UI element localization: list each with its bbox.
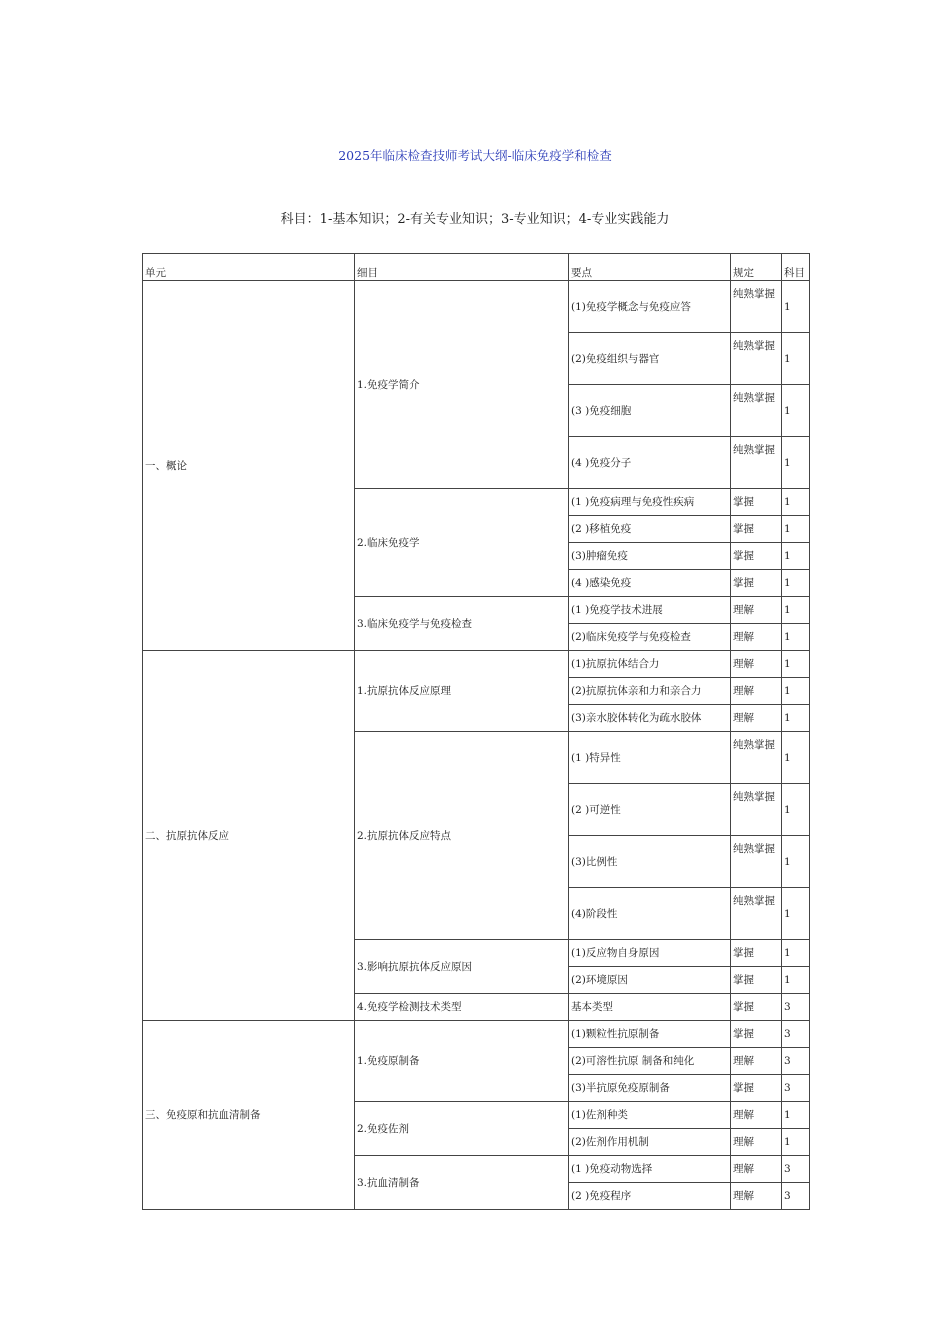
requirement-cell: 纯熟掌握 bbox=[731, 385, 782, 437]
subject-cell: 1 bbox=[782, 570, 810, 597]
requirement-cell: 掌握 bbox=[731, 1075, 782, 1102]
header-section: 细目 bbox=[355, 254, 569, 281]
requirement-cell: 掌握 bbox=[731, 1021, 782, 1048]
subject-cell: 3 bbox=[782, 1156, 810, 1183]
requirement-cell: 理解 bbox=[731, 597, 782, 624]
requirement-cell: 理解 bbox=[731, 1183, 782, 1210]
requirement-cell: 掌握 bbox=[731, 543, 782, 570]
requirement-cell: 纯熟掌握 bbox=[731, 732, 782, 784]
point-cell: (3)比例性 bbox=[569, 836, 731, 888]
subject-cell: 3 bbox=[782, 1183, 810, 1210]
requirement-cell: 纯熟掌握 bbox=[731, 784, 782, 836]
subject-cell: 3 bbox=[782, 1021, 810, 1048]
table-row bbox=[143, 281, 810, 333]
unit-cell: 一、概论 bbox=[143, 281, 355, 651]
subject-cell: 1 bbox=[782, 1102, 810, 1129]
subject-cell: 1 bbox=[782, 516, 810, 543]
subject-cell: 1 bbox=[782, 597, 810, 624]
table-row bbox=[143, 651, 810, 678]
subject-legend: 科目：1-基本知识；2-有关专业知识；3-专业知识；4-专业实践能力 bbox=[280, 212, 670, 227]
requirement-cell: 理解 bbox=[731, 624, 782, 651]
subject-cell: 3 bbox=[782, 994, 810, 1021]
requirement-cell: 纯熟掌握 bbox=[731, 888, 782, 940]
subject-cell: 1 bbox=[782, 651, 810, 678]
point-cell: (2)抗原抗体亲和力和亲合力 bbox=[569, 678, 731, 705]
section-cell: 3.临床免疫学与免疫检查 bbox=[355, 597, 569, 651]
section-cell: 2.临床免疫学 bbox=[355, 489, 569, 597]
point-cell: (3)亲水胶体转化为疏水胶体 bbox=[569, 705, 731, 732]
requirement-cell: 掌握 bbox=[731, 940, 782, 967]
requirement-cell: 理解 bbox=[731, 678, 782, 705]
requirement-cell: 纯熟掌握 bbox=[731, 437, 782, 489]
requirement-cell: 掌握 bbox=[731, 570, 782, 597]
syllabus-table bbox=[142, 253, 810, 1210]
section-cell: 2.免疫佐剂 bbox=[355, 1102, 569, 1156]
requirement-cell: 理解 bbox=[731, 1102, 782, 1129]
point-cell: (3 )免疫细胞 bbox=[569, 385, 731, 437]
point-cell: (2 )免疫程序 bbox=[569, 1183, 731, 1210]
unit-cell: 三、免疫原和抗血清制备 bbox=[143, 1021, 355, 1210]
subject-cell: 1 bbox=[782, 705, 810, 732]
subject-cell: 1 bbox=[782, 1129, 810, 1156]
point-cell: (1)颗粒性抗原制备 bbox=[569, 1021, 731, 1048]
requirement-cell: 理解 bbox=[731, 1129, 782, 1156]
subject-cell: 1 bbox=[782, 732, 810, 784]
requirement-cell: 纯熟掌握 bbox=[731, 836, 782, 888]
subject-cell: 3 bbox=[782, 1048, 810, 1075]
section-cell: 1.免疫学简介 bbox=[355, 281, 569, 489]
point-cell: (4 )免疫分子 bbox=[569, 437, 731, 489]
point-cell: (2)免疫组织与器官 bbox=[569, 333, 731, 385]
subject-cell: 1 bbox=[782, 543, 810, 570]
section-cell: 2.抗原抗体反应特点 bbox=[355, 732, 569, 940]
subject-cell: 1 bbox=[782, 784, 810, 836]
table-row bbox=[143, 1021, 810, 1048]
header-requirement: 规定 bbox=[731, 254, 782, 281]
point-cell: (2)环境原因 bbox=[569, 967, 731, 994]
point-cell: (2)可溶性抗原 制备和纯化 bbox=[569, 1048, 731, 1075]
requirement-cell: 理解 bbox=[731, 651, 782, 678]
subject-cell: 1 bbox=[782, 489, 810, 516]
section-cell: 3.抗血清制备 bbox=[355, 1156, 569, 1210]
requirement-cell: 纯熟掌握 bbox=[731, 281, 782, 333]
point-cell: (1 )免疫病理与免疫性疾病 bbox=[569, 489, 731, 516]
subject-cell: 1 bbox=[782, 437, 810, 489]
requirement-cell: 掌握 bbox=[731, 516, 782, 543]
table-header-row bbox=[143, 254, 810, 281]
subject-cell: 1 bbox=[782, 967, 810, 994]
header-point: 要点 bbox=[569, 254, 731, 281]
section-cell: 1.抗原抗体反应原理 bbox=[355, 651, 569, 732]
point-cell: (4 )感染免疫 bbox=[569, 570, 731, 597]
requirement-cell: 理解 bbox=[731, 1156, 782, 1183]
requirement-cell: 掌握 bbox=[731, 967, 782, 994]
section-cell: 1.免疫原制备 bbox=[355, 1021, 569, 1102]
subject-cell: 1 bbox=[782, 281, 810, 333]
point-cell: (1)抗原抗体结合力 bbox=[569, 651, 731, 678]
point-cell: (1 )特异性 bbox=[569, 732, 731, 784]
point-cell: (1)反应物自身原因 bbox=[569, 940, 731, 967]
header-subject: 科目 bbox=[782, 254, 810, 281]
subject-cell: 1 bbox=[782, 333, 810, 385]
requirement-cell: 理解 bbox=[731, 705, 782, 732]
document-title: 2025年临床检查技师考试大纲-临床免疫学和检查 bbox=[338, 148, 612, 163]
subject-cell: 1 bbox=[782, 888, 810, 940]
subject-cell: 1 bbox=[782, 678, 810, 705]
point-cell: (1 )免疫学技术进展 bbox=[569, 597, 731, 624]
point-cell: (2)佐剂作用机制 bbox=[569, 1129, 731, 1156]
requirement-cell: 纯熟掌握 bbox=[731, 333, 782, 385]
section-cell: 4.免疫学检测技术类型 bbox=[355, 994, 569, 1021]
header-unit: 单元 bbox=[143, 254, 355, 281]
subject-cell: 1 bbox=[782, 385, 810, 437]
section-cell: 3.影响抗原抗体反应原因 bbox=[355, 940, 569, 994]
point-cell: (3)半抗原免疫原制备 bbox=[569, 1075, 731, 1102]
point-cell: (1)佐剂种类 bbox=[569, 1102, 731, 1129]
requirement-cell: 理解 bbox=[731, 1048, 782, 1075]
syllabus-table-body bbox=[143, 254, 810, 1210]
subject-cell: 1 bbox=[782, 836, 810, 888]
subject-cell: 1 bbox=[782, 940, 810, 967]
point-cell: (2 )可逆性 bbox=[569, 784, 731, 836]
subject-cell: 3 bbox=[782, 1075, 810, 1102]
point-cell: (1)免疫学概念与免疫应答 bbox=[569, 281, 731, 333]
requirement-cell: 掌握 bbox=[731, 994, 782, 1021]
point-cell: (2)临床免疫学与免疫检查 bbox=[569, 624, 731, 651]
point-cell: (1 )免疫动物选择 bbox=[569, 1156, 731, 1183]
subject-cell: 1 bbox=[782, 624, 810, 651]
point-cell: (3)肿瘤免疫 bbox=[569, 543, 731, 570]
requirement-cell: 掌握 bbox=[731, 489, 782, 516]
point-cell: (4)阶段性 bbox=[569, 888, 731, 940]
point-cell: 基本类型 bbox=[569, 994, 731, 1021]
unit-cell: 二、抗原抗体反应 bbox=[143, 651, 355, 1021]
point-cell: (2 )移植免疫 bbox=[569, 516, 731, 543]
